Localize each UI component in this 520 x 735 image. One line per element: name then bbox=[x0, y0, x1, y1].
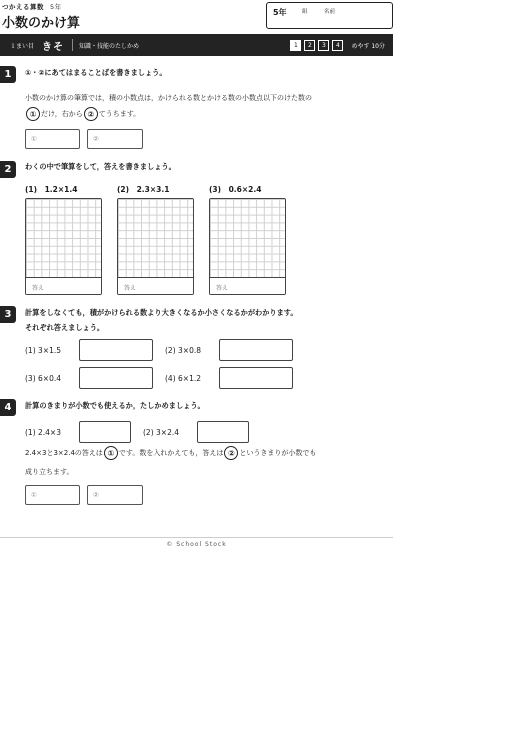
q2-item-2-answer-row[interactable] bbox=[118, 277, 193, 295]
q2-item-3-label: (3) 0.6×2.4 bbox=[209, 185, 262, 194]
q3-item-4-answer-box[interactable] bbox=[219, 367, 293, 389]
question-1-line2-mid: だけ，右から bbox=[41, 110, 83, 118]
time-estimate: めやす 10分 bbox=[351, 42, 385, 50]
q4-answer-box-1-label: ① bbox=[31, 491, 37, 499]
question-1-line2 bbox=[25, 107, 140, 121]
sheet-label: １まい目 bbox=[10, 42, 35, 50]
q2-item-3-answer-row[interactable] bbox=[210, 277, 285, 295]
q4-answer-box-1[interactable] bbox=[25, 485, 80, 505]
q4-item-2-answer-box[interactable] bbox=[197, 421, 249, 443]
series-name: つかえる算数 bbox=[2, 3, 44, 11]
series-grade: 5年 bbox=[50, 3, 62, 11]
band-divider bbox=[72, 39, 73, 51]
q1-answer-box-1-label: ① bbox=[31, 135, 37, 143]
blank-circle-2: ② bbox=[224, 446, 238, 460]
q3-item-2-answer-box[interactable] bbox=[219, 339, 293, 361]
page-3-indicator: 3 bbox=[318, 40, 329, 51]
q1-answer-box-2-label: ② bbox=[93, 135, 99, 143]
question-4-line1-start: 2.4×3と3×2.4の答えは bbox=[25, 449, 103, 457]
q4-item-2-expression: (2) 3×2.4 bbox=[143, 428, 179, 437]
q2-item-2-label: (2) 2.3×3.1 bbox=[117, 185, 170, 194]
q1-answer-box-2[interactable] bbox=[87, 129, 143, 149]
blank-circle-2: ② bbox=[84, 107, 98, 121]
class-field[interactable]: 組 bbox=[302, 9, 308, 15]
question-4-line1-end: というきまりが小数でも bbox=[239, 449, 317, 457]
calc-grid bbox=[210, 199, 285, 277]
series-label bbox=[2, 2, 62, 11]
question-4-number: 4 bbox=[0, 399, 16, 416]
footer-divider bbox=[0, 537, 393, 538]
question-1-number: 1 bbox=[0, 66, 16, 83]
page-indicator bbox=[290, 40, 343, 51]
page-2-indicator: 2 bbox=[304, 40, 315, 51]
q3-item-2-expression: (2) 3×0.8 bbox=[165, 346, 201, 355]
q1-answer-box-1[interactable] bbox=[25, 129, 80, 149]
blank-circle-1: ① bbox=[26, 107, 40, 121]
calc-grid bbox=[118, 199, 193, 277]
page-4-indicator: 4 bbox=[332, 40, 343, 51]
answer-label: 答え bbox=[124, 285, 137, 292]
question-4-line1-mid: です。数を入れかえても，答えは bbox=[118, 449, 224, 457]
answer-label: 答え bbox=[216, 285, 229, 292]
question-2-prompt: わくの中で筆算をして，答えを書きましょう。 bbox=[25, 162, 176, 171]
question-1-line1: 小数のかけ算の筆算では，積の小数点は，かけられる数とかける数の小数点以下のけた数の bbox=[25, 94, 312, 102]
q3-item-4-expression: (4) 6×1.2 bbox=[165, 374, 201, 383]
q3-item-1-answer-box[interactable] bbox=[79, 339, 153, 361]
q2-item-2-workspace[interactable] bbox=[117, 198, 194, 295]
q4-answer-box-2-label: ② bbox=[93, 491, 99, 499]
page-title: 小数のかけ算 bbox=[2, 16, 81, 31]
q2-item-1-workspace[interactable] bbox=[25, 198, 102, 295]
section-band bbox=[0, 34, 393, 56]
name-box bbox=[266, 2, 393, 29]
q4-item-1-expression: (1) 2.4×3 bbox=[25, 428, 61, 437]
question-2-number: 2 bbox=[0, 161, 16, 178]
q4-answer-box-2[interactable] bbox=[87, 485, 143, 505]
q2-item-1-answer-row[interactable] bbox=[26, 277, 101, 295]
question-4-prompt: 計算のきまりが小数でも使えるか，たしかめましょう。 bbox=[25, 401, 205, 410]
q3-item-3-expression: (3) 6×0.4 bbox=[25, 374, 61, 383]
question-4-line2: 成り立ちます。 bbox=[25, 468, 74, 476]
question-3-prompt-line2: それぞれ答えましょう。 bbox=[25, 323, 105, 332]
topic-label: 知識・技能のたしかめ bbox=[79, 42, 140, 50]
question-3-number: 3 bbox=[0, 306, 16, 323]
footer-copyright: © School Stock bbox=[166, 541, 227, 548]
level-label: きそ bbox=[42, 41, 65, 53]
answer-label: 答え bbox=[32, 285, 45, 292]
q2-item-3-workspace[interactable] bbox=[209, 198, 286, 295]
q2-item-1-label: (1) 1.2×1.4 bbox=[25, 185, 78, 194]
calc-grid bbox=[26, 199, 101, 277]
q4-item-1-answer-box[interactable] bbox=[79, 421, 131, 443]
q3-item-3-answer-box[interactable] bbox=[79, 367, 153, 389]
question-1-prompt: ①・②にあてはまることばを書きましょう。 bbox=[25, 68, 167, 77]
blank-circle-1: ① bbox=[104, 446, 118, 460]
question-3-prompt-line1: 計算をしなくても，積がかけられる数より大きくなるか小さくなるかがわかります。 bbox=[25, 308, 298, 317]
question-1-line2-end: てうちます。 bbox=[98, 110, 141, 118]
page-1-indicator: 1 bbox=[290, 40, 301, 51]
name-field[interactable]: 名前 bbox=[324, 9, 336, 15]
q3-item-1-expression: (1) 3×1.5 bbox=[25, 346, 61, 355]
namebox-grade: 5年 bbox=[273, 8, 287, 17]
question-4-line1 bbox=[25, 446, 316, 460]
